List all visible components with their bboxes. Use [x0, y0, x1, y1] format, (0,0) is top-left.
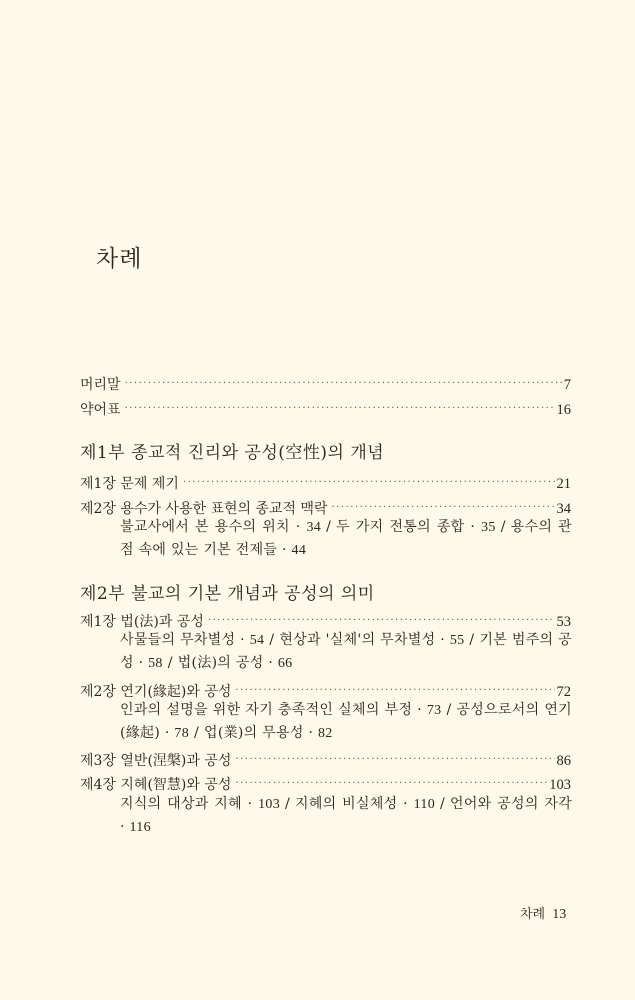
- toc-section[interactable]: 현상과 '실체'의 무차별성 · 55: [279, 632, 465, 648]
- toc-chapter-label: 제2장 용수가 사용한 표현의 종교적 맥락: [80, 501, 328, 517]
- toc-chapter[interactable]: [80, 676, 571, 698]
- separator: /: [440, 796, 446, 812]
- running-head: 차례: [520, 907, 546, 922]
- toc-entry-label: 머리말: [80, 377, 121, 393]
- dot-leader: [235, 676, 554, 696]
- dot-leader: [183, 468, 555, 488]
- toc-chapter-label: 제2장 연기(緣起)와 공성: [80, 684, 232, 700]
- toc-entry-page: 16: [556, 402, 571, 418]
- toc-entry-page: 7: [563, 377, 571, 393]
- toc-section[interactable]: 공성으로서의 연기(緣起) · 78: [120, 702, 572, 741]
- page-number: 13: [552, 907, 567, 922]
- dot-leader: [125, 369, 562, 389]
- separator: /: [469, 632, 475, 648]
- part-title[interactable]: 제2부 불교의 기본 개념과 공성의 의미: [80, 584, 375, 604]
- separator: /: [285, 796, 291, 812]
- toc-chapter-label: 제1장 법(法)과 공성: [80, 614, 204, 630]
- page-footer: [520, 903, 566, 923]
- separator: /: [194, 725, 200, 741]
- toc-section[interactable]: 지혜의 비실체성 · 110: [295, 796, 435, 812]
- toc-section[interactable]: 업(業)의 무용성 · 82: [204, 725, 333, 741]
- toc-chapter-label: 제4장 지혜(智慧)와 공성: [80, 777, 232, 793]
- toc-chapter-page: 103: [549, 777, 571, 793]
- toc-section[interactable]: 법(法)의 공성 · 66: [177, 655, 293, 671]
- toc-section-list: [120, 699, 572, 745]
- toc-section[interactable]: 불교사에서 본 용수의 위치 · 34: [120, 519, 322, 535]
- toc-section-list: [120, 629, 572, 675]
- toc-chapter[interactable]: [80, 745, 571, 767]
- toc-chapter[interactable]: [80, 606, 571, 628]
- toc-entry-label: 약어표: [80, 402, 121, 418]
- dot-leader: [235, 769, 547, 789]
- toc-chapter-label: 제3장 열반(涅槃)과 공성: [80, 753, 232, 769]
- toc-chapter-page: 34: [556, 501, 571, 517]
- separator: /: [326, 519, 332, 535]
- separator: /: [269, 632, 275, 648]
- toc-entry-preface[interactable]: [80, 369, 571, 391]
- toc-section[interactable]: 사물들의 무차별성 · 54: [120, 632, 265, 648]
- toc-section[interactable]: 기본 범주의 공성 · 58: [120, 632, 572, 671]
- dot-leader: [125, 394, 555, 414]
- toc-chapter-label: 제1장 문제 제기: [80, 476, 179, 492]
- toc-chapter[interactable]: [80, 769, 571, 791]
- toc-chapter-page: 21: [556, 476, 571, 492]
- toc-chapter-page: 72: [556, 684, 571, 700]
- toc-section[interactable]: 용수의 관점 속에 있는 기본 전제들 · 44: [120, 519, 572, 558]
- toc-chapter-page: 86: [556, 753, 571, 769]
- toc-section-list: [120, 516, 572, 562]
- toc-entry-abbreviations[interactable]: [80, 394, 571, 416]
- dot-leader: [208, 606, 555, 626]
- separator: /: [500, 519, 506, 535]
- part-title[interactable]: 제1부 종교적 진리와 공성(空性)의 개념: [80, 443, 385, 463]
- toc-section-list: [120, 793, 572, 839]
- toc-section[interactable]: 인과의 설명을 위한 자기 충족적인 실체의 부정 · 73: [120, 702, 442, 718]
- separator: /: [167, 655, 173, 671]
- page-title: 차례: [96, 246, 143, 272]
- dot-leader: [332, 493, 555, 513]
- toc-chapter-page: 53: [556, 614, 571, 630]
- toc-section[interactable]: 두 가지 전통의 종합 · 35: [336, 519, 496, 535]
- toc-chapter[interactable]: [80, 468, 571, 490]
- toc-section[interactable]: 지식의 대상과 지혜 · 103: [120, 796, 280, 812]
- toc-section[interactable]: 언어와 공성의 자각 · 116: [120, 796, 572, 835]
- dot-leader: [235, 745, 554, 765]
- separator: /: [446, 702, 452, 718]
- toc-chapter[interactable]: [80, 493, 571, 515]
